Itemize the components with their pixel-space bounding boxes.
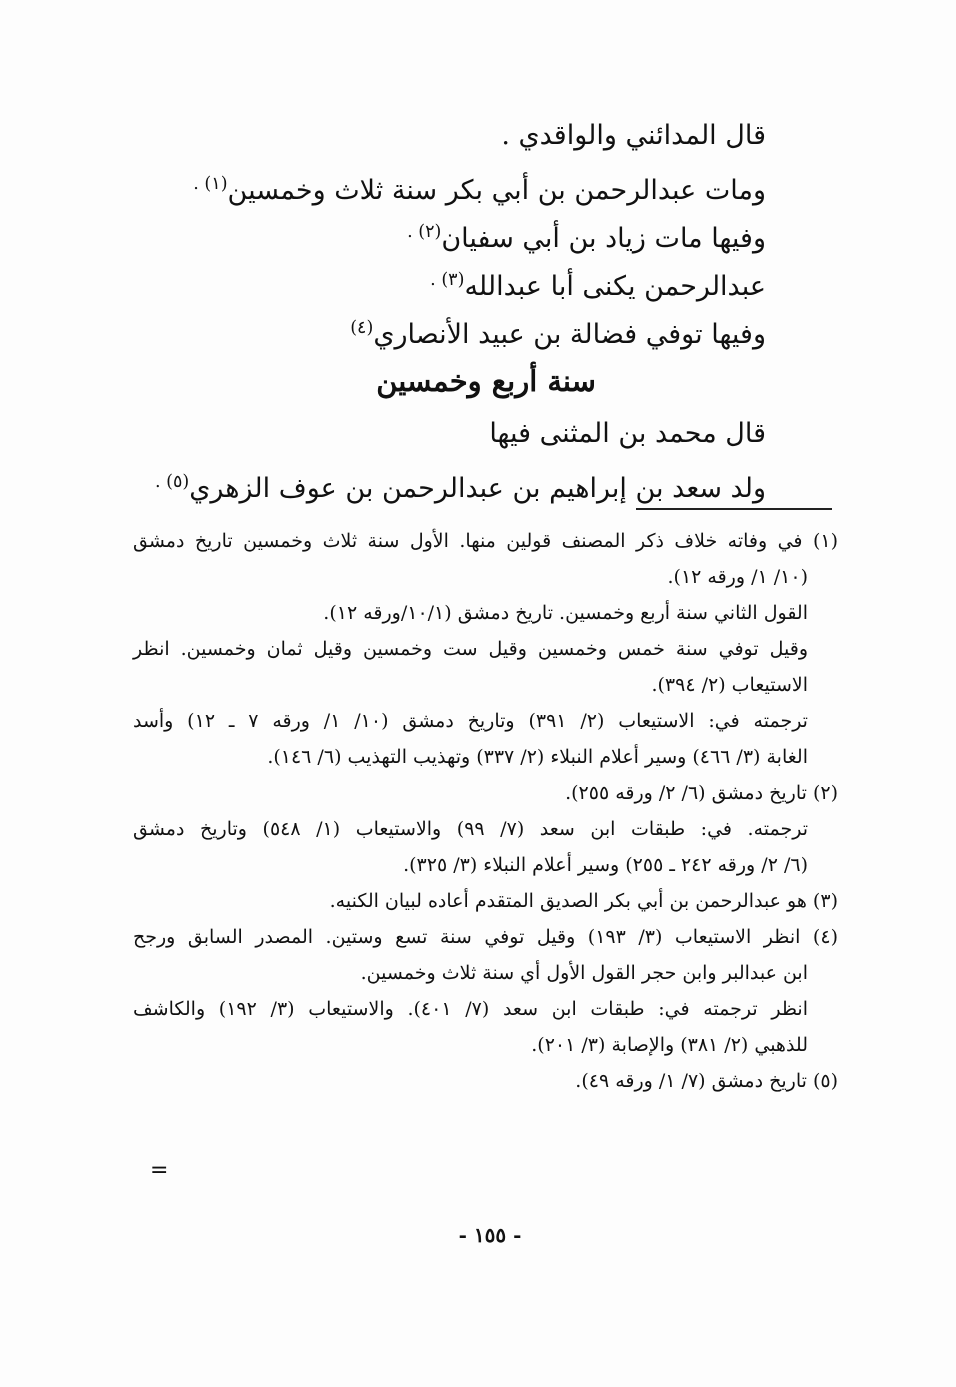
footnote-ref: (١) . [193, 174, 228, 194]
body-line-text: وفيها توفي فضالة بن عبيد الأنصاري [373, 319, 766, 350]
footnote-ref: (٥) . [154, 472, 190, 492]
footnote-line: (٣) هو عبدالرحمن بن أبي بكر الصديق المتقدم أعاده لبيان الكنيه. [329, 890, 838, 912]
main-text [146, 112, 766, 506]
footnote-line: الغابة (٣/ ٤٦٦) وسير أعلام النبلاء (٢/ ٣٣٧) وتهذيب التهذيب (٦/ ١٤٦). [267, 746, 808, 768]
footnote-line: ترجمته. في: طبقات ابن سعد (٧/ ٩٩) والاستيعاب (١/ ٥٤٨) وتاريخ دمشق [133, 818, 808, 840]
footnote-ref: (٢) . [407, 222, 442, 242]
page-number: - ١٥٥ - [458, 1223, 522, 1247]
continuation-mark: = [150, 1158, 169, 1183]
body-line [146, 208, 766, 256]
body-line-text: قال محمد بن المثنى فيها [489, 418, 766, 449]
footnote-line: للذهبي (٢/ ٣٨١) والإصابة (٣/ ٢٠١). [531, 1034, 808, 1056]
footnote-line: القول الثاني سنة أربع وخمسين. تاريخ دمشق (١٠/١/ورقه ١٢). [323, 602, 808, 624]
footnote-line: (٤) انظر الاستيعاب (٣/ ١٩٣) وقيل توفي سنة تسع وستين. المصدر السابق ورجح [133, 926, 838, 948]
footnote-line: وقيل توفي سنة خمس وخمسين وقيل ست وخمسين وقيل ثمان وخمسين. انظر [133, 638, 808, 660]
body-line-text: عبدالرحمن يكنى أبا عبدالله [464, 271, 766, 302]
section-heading: سنة أربع وخمسين [376, 364, 596, 398]
body-line [146, 458, 766, 506]
footnote-line: انظر ترجمته في: طبقات ابن سعد (٧/ ٤٠١). والاستيعاب (٣/ ١٩٢) والكاشف [133, 998, 808, 1020]
footnote-line: الاستيعاب (٢/ ٣٩٤). [651, 674, 808, 696]
footnote-ref: (٤) [350, 318, 374, 338]
footnote-line: ترجمته في: الاستيعاب (٢/ ٣٩١) وتاريخ دمشق (١٠/ ١/ ورقه ٧ ـ ١٢) وأسد [133, 710, 808, 732]
footnote-ref: (٣) . [430, 270, 465, 290]
footnote-line: ابن عبدالبر وابن حجر القول الأول أي سنة ثلاث وخمسين. [360, 962, 808, 984]
footnote-line: (٢) تاريخ دمشق (٦/ ٢/ ورقه ٢٥٥). [565, 782, 838, 804]
body-line [146, 304, 766, 352]
body-line [146, 410, 766, 458]
body-line-text: قال المدائني والواقدي . [501, 120, 766, 151]
body-line-text: وفيها مات زياد بن أبي سفيان [441, 223, 766, 254]
footnote-line: (٥) تاريخ دمشق (٧/ ١/ ورقه ٤٩). [575, 1070, 838, 1092]
body-line [146, 112, 766, 160]
footnote-line: (١٠/ ١/ ورقه ١٢). [667, 566, 808, 588]
footnote-separator [636, 508, 832, 510]
footnote-line: (١) في وفاته خلاف ذكر المصنف قولين منها. الأول سنة ثلاث وخمسين تاريخ دمشق [133, 530, 838, 552]
body-line [146, 160, 766, 208]
body-line-text: ومات عبدالرحمن بن أبي بكر سنة ثلاث وخمسين [227, 175, 766, 206]
footnotes [133, 523, 838, 1099]
body-line-text: ولد سعد بن إبراهيم بن عبدالرحمن بن عوف الزهري [189, 473, 766, 504]
body-line [146, 256, 766, 304]
footnote-line: (٦/ ٢/ ورقه ٢٤٢ ـ ٢٥٥) وسير أعلام النبلاء (٣/ ٣٢٥). [403, 854, 808, 876]
